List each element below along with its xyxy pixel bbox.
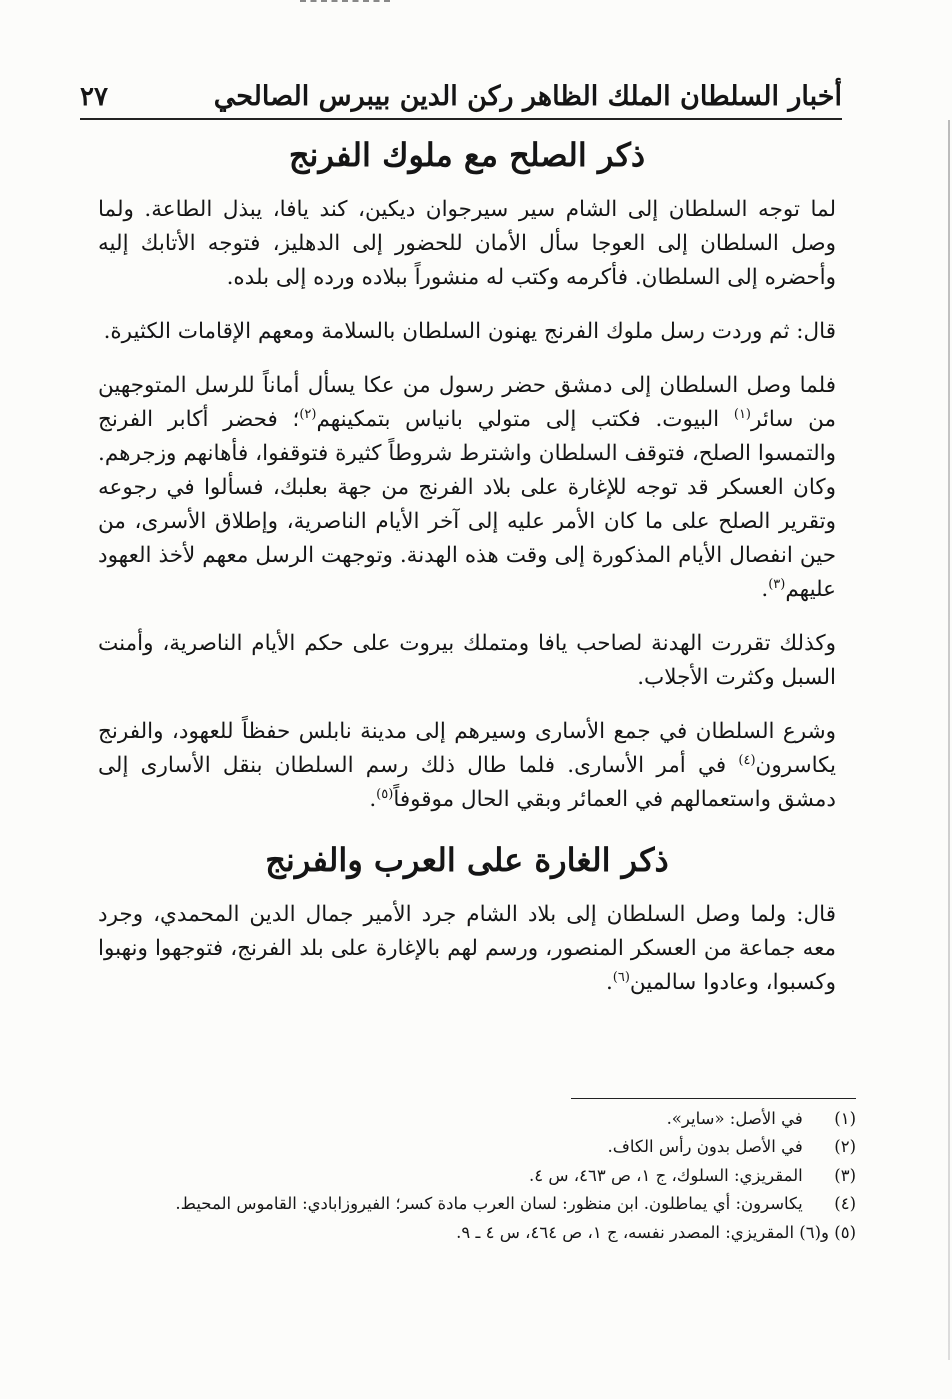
footnote-number: (٣) — [834, 1165, 856, 1185]
footnotes — [98, 1098, 856, 1247]
page-edge-shadow — [948, 120, 950, 1360]
paragraph-text: البيوت. فكتب إلى متولي بانياس بتمكينهم — [316, 407, 734, 433]
main-text — [98, 134, 836, 1020]
paragraph-text: . — [369, 786, 377, 812]
paragraph — [98, 627, 836, 695]
paragraph — [98, 193, 836, 295]
paragraph-text: في أمر الأسارى. فلما طال ذلك رسم السلطان بنقل الأسارى إلى دمشق واستعمالهم في العمائر وبقي الحال موقوفاً — [98, 752, 836, 812]
paragraph-text: . — [605, 969, 613, 995]
paragraph — [98, 898, 836, 1000]
footnote-text: المقريزي: السلوك، ج ١، ص ٤٦٣، س ٤. — [529, 1165, 803, 1185]
running-title: أخبار السلطان الملك الظاهر ركن الدين بيبرس الصالحي — [213, 81, 842, 112]
paragraph — [98, 369, 836, 607]
paragraph-text: قال: ثم وردت رسل ملوك الفرنج يهنون السلطان بالسلامة ومعهم الإقامات الكثيرة. — [103, 319, 836, 345]
section-title-peace: ذكر الصلح مع ملوك الفرنج — [288, 136, 646, 174]
footnote-text: في الأصل بدون رأس الكاف. — [607, 1137, 803, 1157]
footnote-number: (٥) و(٦) — [799, 1222, 856, 1242]
paragraph-text: ؛ فحضر أكابر الفرنج والتمسوا الصلح، فتوقف السلطان واشترط شروطاً كثيرة فتوقفوا، فأهانهم وزجرهم. وكان العسكر قد توجه للإغارة على بلاد الفرنج من جهة بعلبك، فسألوا في رجوعه وتقرير الصلح على ما كان الأمر عليه إلى آخر الأيام الناصرية، وإطلاق الأسرى، من حين انفصال الأيام المذكورة إلى وقت هذه الهدنة. وتوجهت الرسل معهم لأخذ العهود عليهم — [98, 407, 836, 602]
footnote-text: يكاسرون: أي يماطلون. ابن منظور: لسان العرب مادة كسر؛ الفيروزابادي: القاموس المحيط. — [175, 1194, 803, 1214]
footnote-number: (١) — [834, 1109, 856, 1128]
page-header — [80, 70, 842, 120]
section-title-raid: ذكر الغارة على العرب والفرنج — [265, 840, 669, 879]
footnote-ref: (٣) — [768, 576, 786, 592]
paragraph-text: وكذلك تقررت الهدنة لصاحب يافا ومتملك بيروت على حكم الأيام الناصرية، وأمنت السبل وكثرت الأجلاب. — [98, 630, 836, 690]
footnote-ref: (٦) — [612, 969, 630, 985]
paragraph-text: لما توجه السلطان إلى الشام سير سيرجوان ديكين، كند يافا، يبذل الطاعة. ولما وصل السلطان إلى العوجا سأل الأمان للحضور إلى الدهليز، فتوجه الأتابك إليه وأحضره إلى السلطان. فأكرمه وكتب له منشوراً ببلاده ورده إلى بلده. — [98, 197, 836, 291]
footnote-ref: (٥) — [376, 786, 394, 802]
footnote-number: (٢) — [834, 1137, 856, 1157]
paragraph-text: فلما وصل السلطان إلى دمشق حضر رسول من عكا يسأل أماناً للرسل المتوجهين من سائر — [98, 373, 836, 433]
footnote-item — [98, 1133, 856, 1161]
footnote-item — [98, 1162, 856, 1190]
footnote-ref: (٤) — [738, 752, 756, 768]
paragraph-text: قال: ولما وصل السلطان إلى بلاد الشام جرد الأمير جمال الدين المحمدي، وجرد معه جماعة من العسكر المنصور، ورسم لهم بالإغارة على بلد الفرنج، فتوجهوا ونهبوا وكسبوا، وعادوا سالمين — [98, 901, 836, 995]
footnote-text: في الأصل: «ساير». — [666, 1109, 803, 1128]
footnote-ref: (٢) — [299, 406, 317, 422]
footnote-number: (٤) — [834, 1194, 856, 1214]
page-number: ٢٧ — [80, 82, 108, 112]
footnote-item — [98, 1105, 856, 1133]
footnote-text: المقريزي: المصدر نفسه، ج ١، ص ٤٦٤، س ٤ ـ ٩. — [456, 1222, 795, 1242]
footnote-ref: (١) — [733, 406, 751, 422]
paragraph-text: . — [761, 576, 769, 602]
paragraph — [98, 715, 836, 817]
footnote-item — [98, 1219, 856, 1247]
footnote-divider — [571, 1098, 856, 1099]
paragraph-text: وشرع السلطان في جمع الأسارى وسيرهم إلى مدينة نابلس حفظاً للعهود، والفرنج يكاسرون — [98, 718, 836, 778]
top-edge-marks — [300, 0, 390, 6]
paragraph — [98, 315, 836, 349]
footnote-item — [98, 1190, 856, 1218]
